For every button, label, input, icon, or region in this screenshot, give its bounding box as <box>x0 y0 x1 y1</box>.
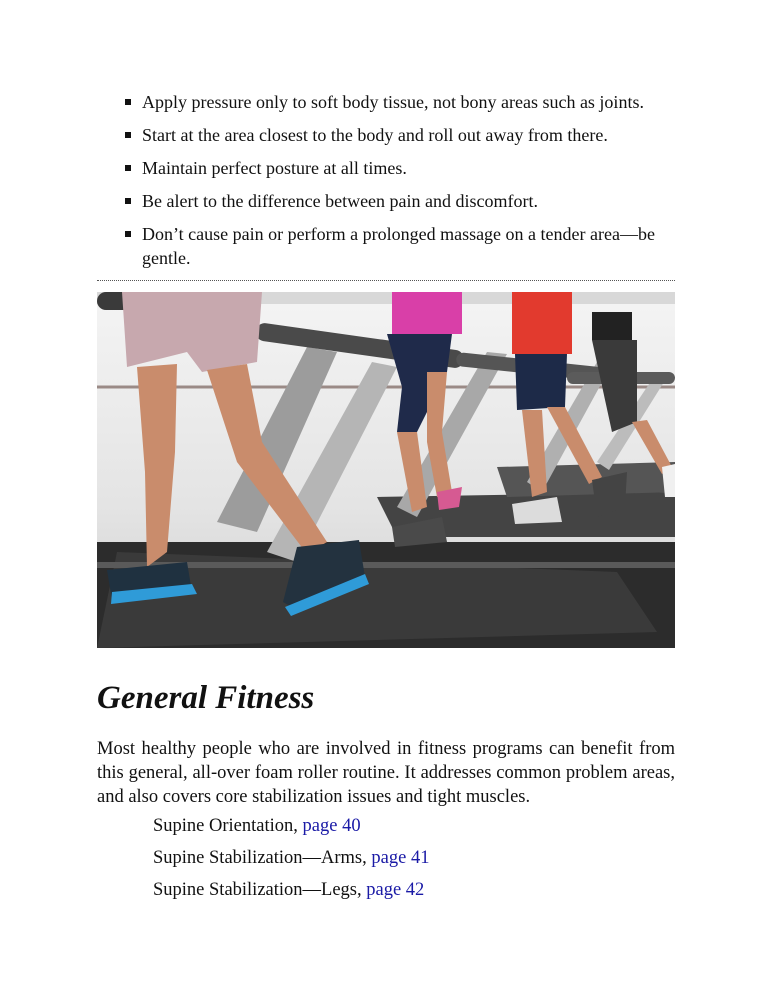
square-bullet-icon <box>125 231 131 237</box>
bullet-item <box>122 156 682 180</box>
bullet-text: Don’t cause pain or perform a prolonged massage on a tender area—be gentle. <box>142 224 655 268</box>
section-paragraph: Most healthy people who are involved in fitness programs can benefit from this general, all-over foam roller routine. It addresses common problem areas, and also covers core stabilization issues and tight muscles. <box>97 739 675 807</box>
bullet-list <box>122 90 682 279</box>
bullet-item <box>122 189 682 213</box>
treadmill-photo <box>97 292 675 648</box>
routine-item-name: Supine Orientation, <box>153 816 303 836</box>
square-bullet-icon <box>125 198 131 204</box>
square-bullet-icon <box>125 99 131 105</box>
routine-item <box>153 814 429 838</box>
bullet-text: Maintain perfect posture at all times. <box>142 158 407 178</box>
bullet-text: Start at the area closest to the body and roll out away from there. <box>142 125 608 145</box>
routine-item <box>153 846 429 870</box>
bullet-item <box>122 90 682 114</box>
routine-item <box>153 878 429 902</box>
dotted-divider <box>97 280 675 281</box>
bullet-text: Apply pressure only to soft body tissue, not bony areas such as joints. <box>142 92 644 112</box>
bullet-item <box>122 222 682 270</box>
page-link[interactable]: page 41 <box>371 848 430 868</box>
routine-item-name: Supine Stabilization—Legs, <box>153 880 367 900</box>
page-link[interactable]: page 40 <box>302 816 361 836</box>
routine-list <box>153 814 429 910</box>
square-bullet-icon <box>125 132 131 138</box>
bullet-item <box>122 123 682 147</box>
routine-item-name: Supine Stabilization—Arms, <box>153 848 372 868</box>
square-bullet-icon <box>125 165 131 171</box>
treadmill-illustration <box>97 292 675 648</box>
section-heading: General Fitness <box>97 680 315 716</box>
bullet-text: Be alert to the difference between pain and discomfort. <box>142 191 539 211</box>
page-link[interactable]: page 42 <box>366 880 425 900</box>
